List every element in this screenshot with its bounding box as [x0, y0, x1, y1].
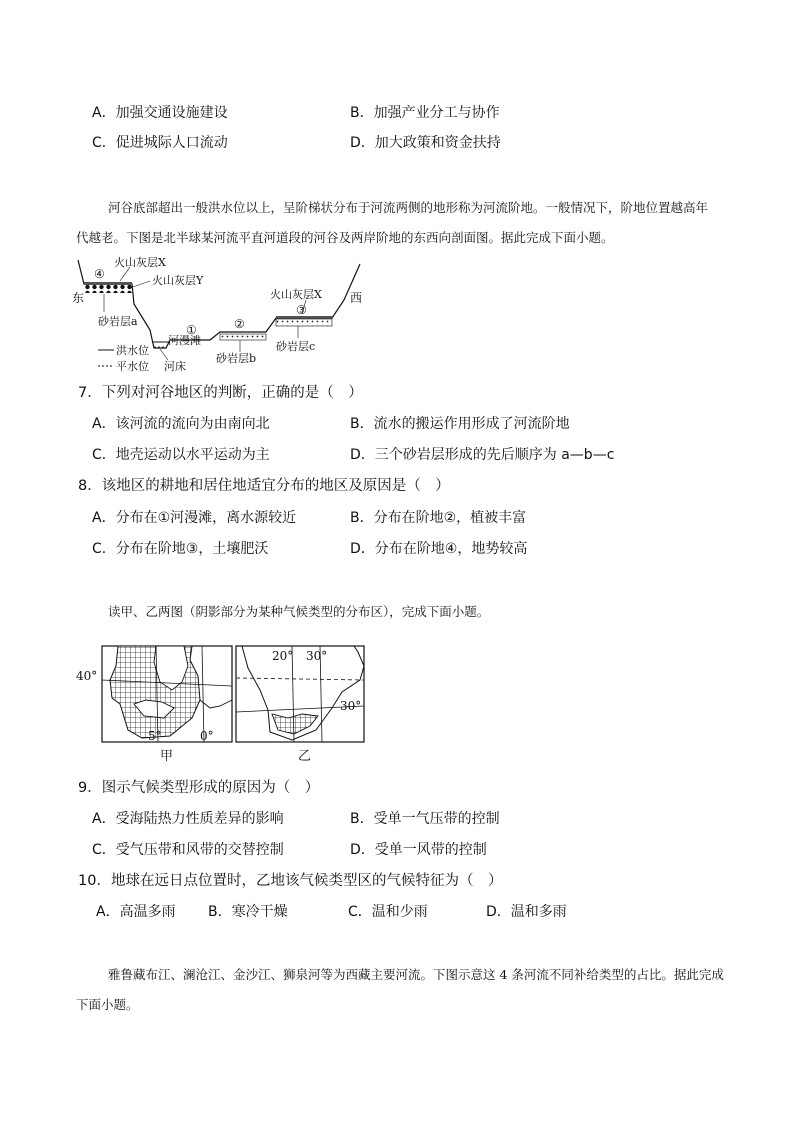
map-jia-label: 甲	[160, 749, 174, 764]
q8-option-b[interactable]: B．分布在阶地②，植被丰富	[350, 510, 527, 526]
legend-flood-level: 洪水位	[116, 344, 149, 357]
q6-option-d[interactable]: D．加大政策和资金扶持	[350, 135, 501, 151]
q8-options-row1	[0, 507, 794, 529]
map-jia-lat40: 40°	[76, 669, 98, 683]
q6-option-c[interactable]: C．促进城际人口流动	[92, 135, 228, 151]
sand-layer-a-fill	[84, 285, 132, 293]
q7-option-a[interactable]: A．该河流的流向为由南向北	[92, 416, 270, 432]
map-jia-lon0: 0°	[200, 729, 214, 743]
q9-option-a[interactable]: A．受海陆热力性质差异的影响	[92, 811, 284, 827]
label-floodplain: 河漫滩	[168, 334, 201, 347]
label-3: ③	[296, 303, 307, 317]
q9-option-b[interactable]: B．受单一气压带的控制	[350, 811, 500, 827]
map-yi	[236, 646, 364, 764]
q10-stem: 10．地球在远日点位置时，乙地该气候类型区的气候特征为（ ）	[78, 873, 503, 889]
q7-option-d[interactable]: D．三个砂岩层形成的先后顺序为 a—b—c	[350, 447, 615, 463]
label-ash-x-right: 火山灰层X	[270, 288, 322, 301]
label-1: ①	[186, 323, 197, 337]
q10-option-b[interactable]: B．寒冷干燥	[208, 904, 288, 920]
climate-maps-figure	[70, 642, 370, 766]
label-ash-y: 火山灰层Y	[152, 274, 204, 287]
q9-stem: 9．图示气候类型形成的原因为（ ）	[78, 780, 320, 796]
q8-option-c[interactable]: C．分布在阶地③，土壤肥沃	[92, 541, 269, 557]
map-jia-lon5: 5°	[148, 729, 162, 743]
label-ash-x-left: 火山灰层X	[114, 256, 166, 269]
legend-normal-level: 平水位	[116, 360, 149, 373]
label-4: ④	[94, 267, 105, 281]
map-jia	[76, 646, 232, 764]
q8-option-a[interactable]: A．分布在①河漫滩，离水源较近	[92, 510, 297, 526]
q7-stem: 7．下列对河谷地区的判断，正确的是（ ）	[78, 385, 363, 401]
q10-option-d[interactable]: D．温和多雨	[486, 904, 567, 920]
q6-option-b[interactable]: B．加强产业分工与协作	[350, 105, 500, 121]
q8-option-d[interactable]: D．分布在阶地④，地势较高	[350, 541, 528, 557]
passage-tibet-rivers	[76, 960, 726, 1020]
q8-stem: 8．该地区的耕地和居住地适宜分布的地区及原因是（ ）	[78, 478, 450, 494]
q7-options-row1	[0, 413, 794, 435]
passage-text: 读甲、乙两图（阴影部分为某种气候类型的分布区），完成下面小题。	[108, 604, 490, 619]
q7-option-c[interactable]: C．地壳运动以水平运动为主	[92, 447, 270, 463]
q9-options-row2	[0, 839, 794, 861]
label-sand-b: 砂岩层b	[216, 352, 257, 365]
q9-option-c[interactable]: C．受气压带和风带的交替控制	[92, 842, 284, 858]
map-yi-lat30: 30°	[340, 699, 362, 713]
label-east: 东	[72, 291, 85, 305]
q10-option-c[interactable]: C．温和少雨	[348, 904, 428, 920]
q7-option-b[interactable]: B．流水的搬运作用形成了河流阶地	[350, 416, 570, 432]
label-2: ②	[234, 317, 245, 331]
q9-options-row1	[0, 808, 794, 830]
q6-options-row2	[0, 132, 794, 154]
passage-river-terrace	[76, 193, 716, 253]
river-terrace-diagram	[70, 254, 380, 376]
label-west: 西	[350, 291, 363, 305]
q6-option-a[interactable]: A．加强交通设施建设	[92, 105, 228, 121]
q6-options-row1	[0, 102, 794, 124]
ash-layer-x-left	[84, 282, 132, 285]
label-sand-c: 砂岩层c	[276, 340, 316, 353]
passage-climate-maps	[76, 597, 716, 627]
sand-layer-b-fill	[220, 334, 266, 340]
passage-text: 雅鲁藏布江、澜沧江、金沙江、狮泉河等为西藏主要河流。下图示意这 4 条河流不同补给类型的占比。据此完成下面小题。	[76, 967, 724, 1012]
q10-option-a[interactable]: A．高温多雨	[96, 904, 176, 920]
sand-layer-c-fill	[276, 319, 332, 326]
map-yi-lon30: 30°	[306, 649, 328, 663]
q9-option-d[interactable]: D．受单一风带的控制	[350, 842, 487, 858]
q7-options-row2	[0, 444, 794, 466]
q8-options-row2	[0, 538, 794, 560]
map-yi-label: 乙	[298, 749, 312, 764]
map-yi-lon20: 20°	[272, 649, 294, 663]
label-sand-a: 砂岩层a	[98, 315, 138, 328]
q10-options-row	[0, 901, 794, 923]
label-riverbed: 河床	[164, 360, 186, 373]
passage-text: 河谷底部超出一般洪水位以上，呈阶梯状分布于河流两侧的地形称为河流阶地。一般情况下，阶地位置越高年代越老。下图是北半球某河流平直河道段的河谷及两岸阶地的东西向剖面图。据此完成下面小题。	[76, 200, 709, 245]
